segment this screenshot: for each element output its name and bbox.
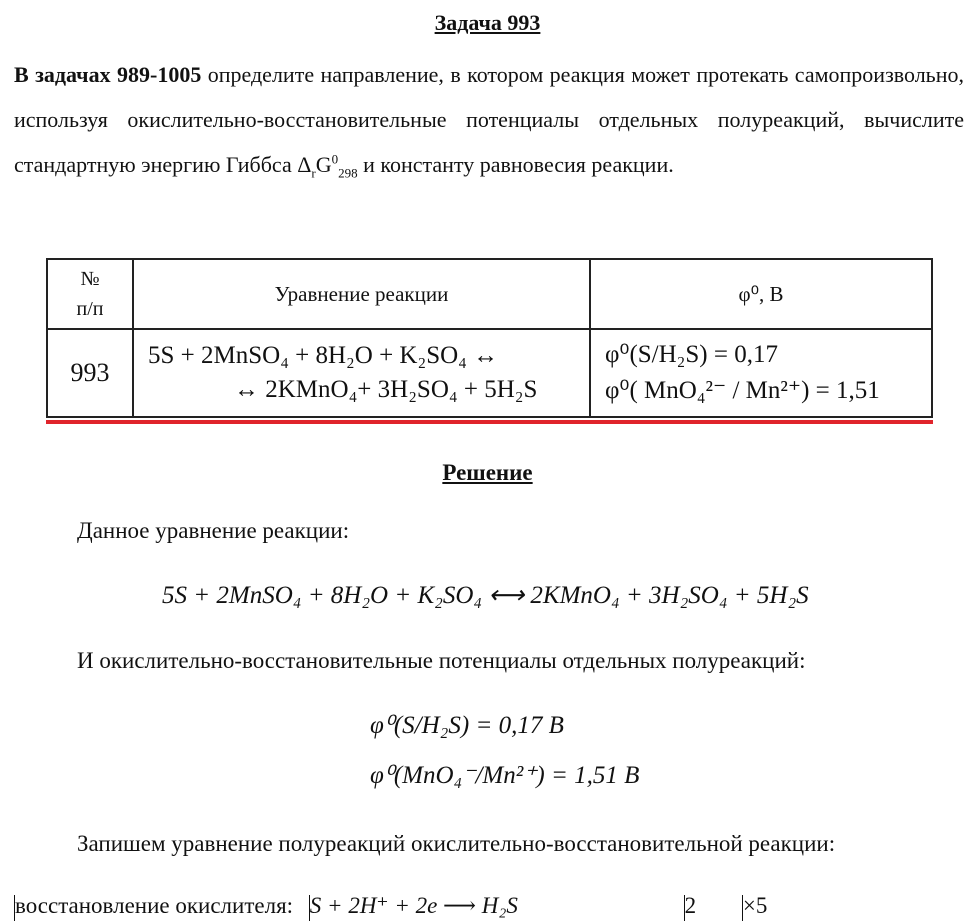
- half-reaction-equation: S + 2H⁺ + 2e ⟶ H₂S: [309, 893, 518, 918]
- statement-tail: и константу равновесия реакции.: [357, 152, 674, 177]
- paragraph-potentials: И окислительно-восстановительные потенциалы отдельных полуреакций:: [77, 648, 806, 673]
- row-potentials: [590, 329, 932, 417]
- problem-statement: [14, 52, 964, 187]
- potential-line-1: φ⁰(S/H₂S) = 0,17: [605, 341, 778, 368]
- potential-equation-1: φ⁰(S/H₂S) = 0,17 В: [370, 712, 564, 739]
- half-reaction-row: [14, 893, 974, 921]
- header-number: № п/п: [47, 259, 133, 329]
- paragraph-reaction: Данное уравнение реакции:: [77, 518, 350, 543]
- row-number: 993: [47, 329, 133, 417]
- statement-text: определите направление, в котором реакция может протекать самопроизвольно, используя окислительно-восстановительные потенциалы отдельных полуреакций, вычислите стандартную энергию Гиббса: [14, 62, 964, 177]
- half-reaction-multiplier: ×5: [742, 893, 768, 918]
- statement-lead: В задачах 989-1005: [14, 62, 202, 87]
- potential-line-2: φ⁰( MnO₄²⁻ / Mn²⁺) = 1,51: [605, 377, 880, 404]
- half-reaction-coef: 2: [684, 893, 697, 918]
- equation-line-1: 5S + 2MnSO₄ + 8H₂O + K₂SO₄ ↔: [148, 342, 499, 369]
- problem-title: Задача 993: [434, 10, 541, 35]
- solution-heading: Решение: [442, 460, 533, 485]
- table-header-row: [47, 259, 932, 329]
- header-equation: Уравнение реакции: [133, 259, 590, 329]
- equation-line-2: ↔ 2KMnO₄+ 3H₂SO₄ + 5H₂S: [234, 376, 538, 403]
- potential-equation-2: φ⁰(MnO₄⁻/Mn²⁺) = 1,51 В: [370, 762, 640, 789]
- reaction-equation: 5S + 2MnSO₄ + 8H₂O + K₂SO₄ ⟷ 2KMnO₄ + 3H₂SO₄ + 5H₂S: [162, 582, 809, 609]
- task-table: [46, 258, 933, 418]
- paragraph-half-reactions: Запишем уравнение полуреакций окислительно-восстановительной реакции:: [77, 831, 836, 856]
- header-potential: φ⁰, В: [590, 259, 932, 329]
- table-row: [47, 329, 932, 417]
- row-equation: [133, 329, 590, 417]
- half-reaction-label: восстановление окислителя:: [15, 893, 294, 918]
- red-separator: [46, 420, 933, 424]
- gibbs-symbol: $\Delta_rG^0_{298}$: [297, 151, 358, 181]
